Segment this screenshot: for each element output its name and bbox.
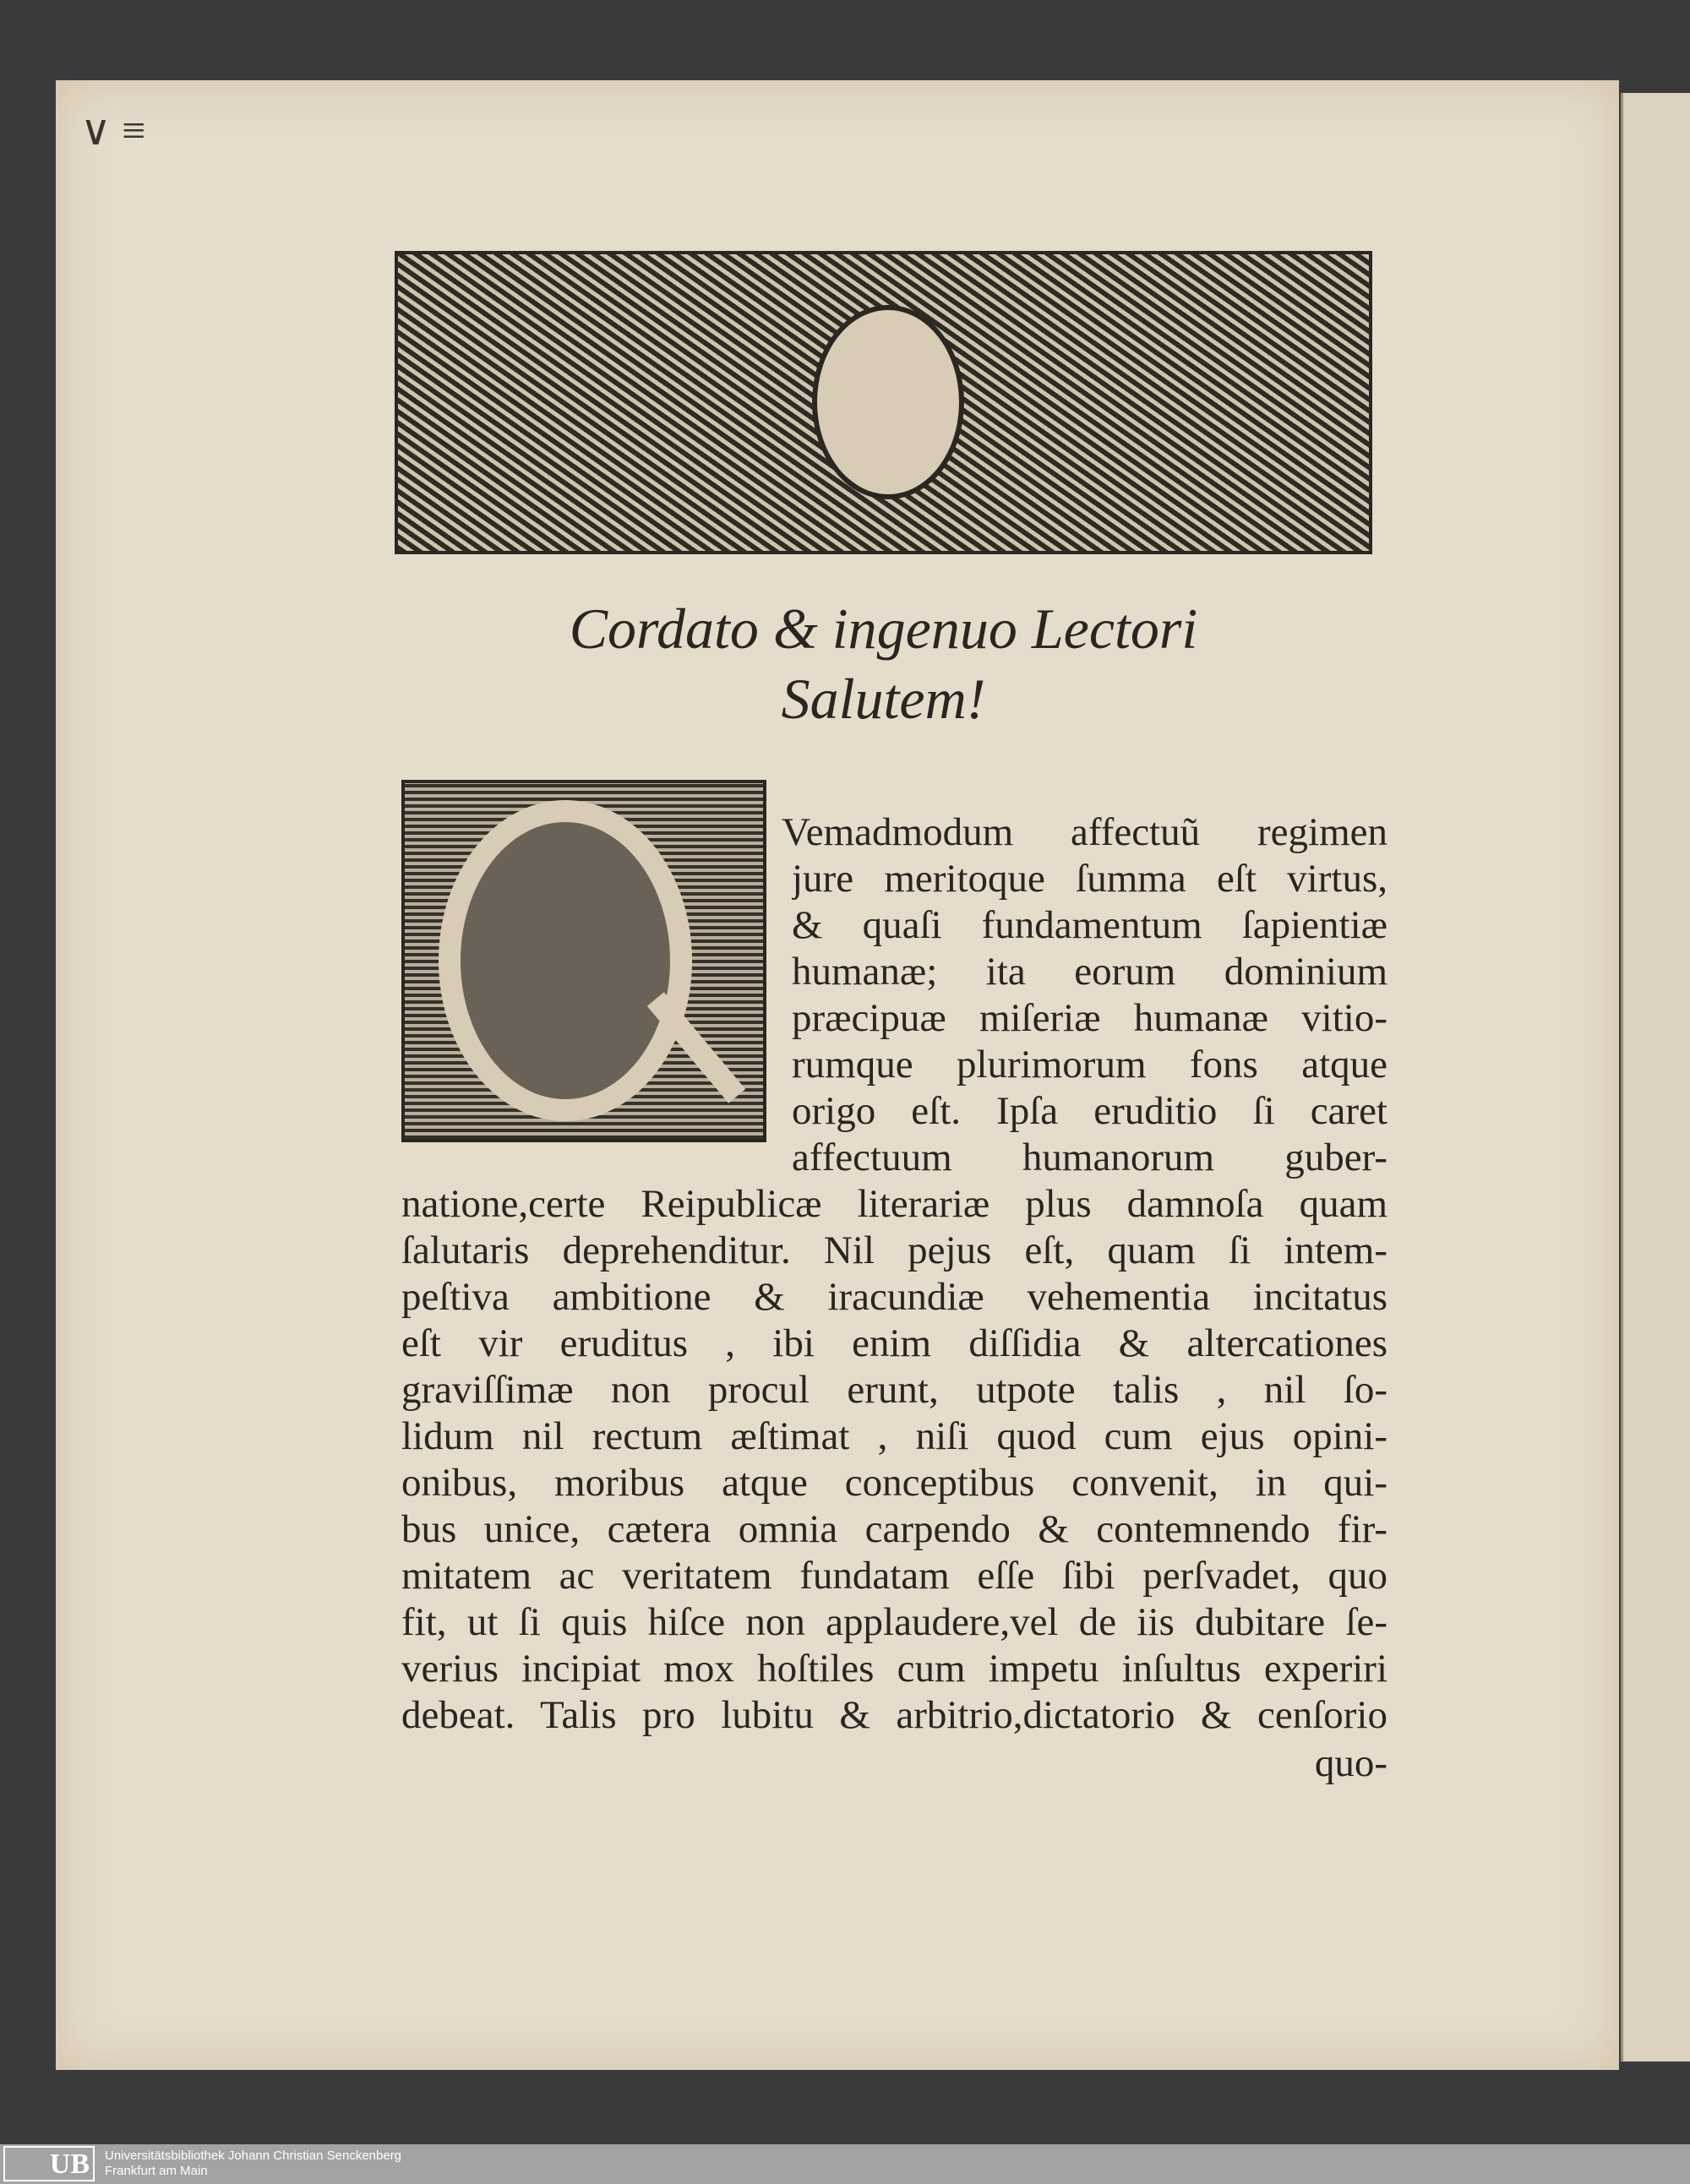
woodcut-headpiece	[395, 251, 1372, 554]
text-line: jure meritoque ſumma eſt virtus,	[792, 857, 1387, 901]
text-line: rumque plurimorum fons atque	[792, 1043, 1387, 1087]
text-line: affectuum humanorum guber-	[792, 1136, 1387, 1179]
text-line: verius incipiat mox hoſtiles cum impetu inſultus experiri	[401, 1647, 1387, 1691]
text-line: onibus, moribus atque conceptibus convenit, in qui-	[401, 1461, 1387, 1505]
text-line: eſt vir eruditus , ibi enim diſſidia & altercationes	[401, 1321, 1387, 1365]
text-line: lidum nil rectum æſtimat , niſi quod cum ejus opini-	[401, 1414, 1387, 1458]
text-line: mitatem ac veritatem fundatam eſſe ſibi perſvadet, quo	[401, 1554, 1387, 1598]
text-line: præcipuæ miſeriæ humanæ vitio-	[792, 996, 1387, 1040]
title-line-1: Cordato & ingenuo Lectori	[569, 596, 1198, 661]
drop-cap-q	[401, 780, 766, 1142]
text-line: fit, ut ſi quis hiſce non applaudere,vel de iis dubitare ſe-	[401, 1600, 1387, 1644]
footer-bar	[0, 2144, 1690, 2184]
library-name: Universitätsbibliothek Johann Christian Senckenberg	[105, 2149, 402, 2163]
text-line: humanæ; ita eorum dominium	[792, 950, 1387, 994]
title-line-2: Salutem!	[781, 667, 986, 731]
corner-mark: ∨ ≡	[80, 106, 146, 154]
text-line: Vemadmodum affectuũ regimen	[782, 810, 1387, 854]
text-line: debeat. Talis pro lubitu & arbitrio,dictatorio & cenſorio	[401, 1693, 1387, 1737]
library-city: Frankfurt am Main	[105, 2164, 208, 2178]
headpiece-medallion	[812, 305, 964, 499]
text-line: peſtiva ambitione & iracundiæ vehementia incitatus	[401, 1275, 1387, 1319]
catchword: quo-	[1314, 1741, 1387, 1785]
text-line: ſalutaris deprehenditur. Nil pejus eſt, quam ſi intem-	[401, 1228, 1387, 1272]
text-line: graviſſimæ non procul erunt, utpote talis , nil ſo-	[401, 1368, 1387, 1412]
text-line: & quaſi fundamentum ſapientiæ	[792, 903, 1387, 947]
facing-page-edge	[1621, 93, 1690, 2061]
text-line: bus unice, cætera omnia carpendo & contemnendo fir-	[401, 1507, 1387, 1551]
text-line: natione,certe Reipublicæ literariæ plus damnoſa quam	[401, 1182, 1387, 1226]
text-line: origo eſt. Ipſa eruditio ſi caret	[792, 1089, 1387, 1133]
ub-logo: UB	[3, 2146, 95, 2181]
